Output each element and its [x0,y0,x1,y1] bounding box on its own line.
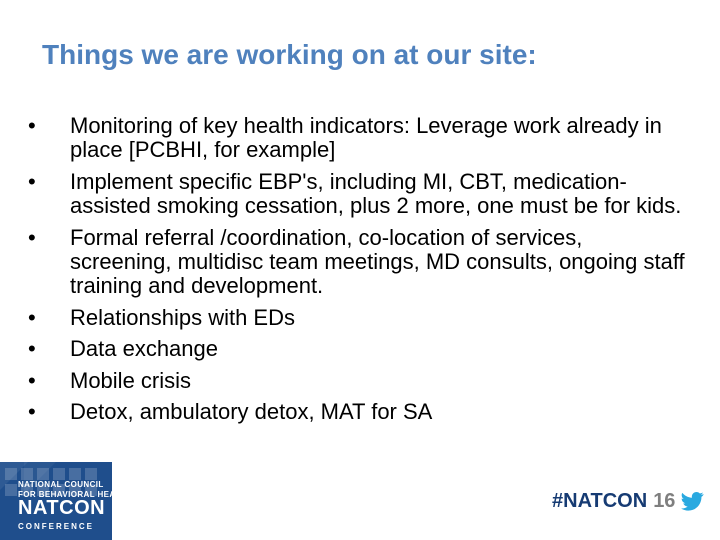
bullet-text-2: Implement specific EBP's, including MI, CBT, medication-assisted smoking cessation, plus 2 more, one must be for kids. [70,168,682,219]
bullet-dot: • [28,168,36,194]
bullet-text-1: Monitoring of key health indicators: Leverage work already in place [PCBHI, for example] [70,113,662,163]
bullet-text-4: Relationships with EDs [70,304,295,330]
twitter-bird-icon [681,492,704,511]
bullet-item-4 [28,306,688,330]
hashtag-main: #NATCON [552,490,648,512]
bullet-item-2 [28,170,688,219]
bullet-item-5 [28,337,688,361]
bullet-dot: • [28,367,36,393]
natcon-logo [0,462,132,540]
bullet-list [28,114,688,431]
footer [0,462,720,540]
bullet-item-3 [28,226,688,299]
bullet-text-5: Data exchange [70,336,218,362]
bullet-dot: • [28,399,36,425]
bullet-text-7: Detox, ambulatory detox, MAT for SA [70,399,433,425]
bullet-dot: • [28,113,36,138]
hashtag-year: 16 [653,490,676,512]
bullet-dot: • [28,304,36,330]
bullet-item-1 [28,114,688,163]
logo-line-1: NATIONAL COUNCIL [18,480,104,489]
hashtag-group [552,489,704,513]
bullet-dot: • [28,336,36,362]
bullet-item-6 [28,369,688,393]
bullet-item-7 [28,400,688,424]
bullet-dot: • [28,224,36,250]
bullet-text-6: Mobile crisis [70,367,192,393]
slide-title: Things we are working on at our site: [42,39,537,70]
logo-natcon: NATCON [18,497,106,519]
logo-line-2: FOR BEHAVIORAL HEALTH [18,490,132,499]
bullet-text-3: Formal referral /coordination, co-location of services, screening, multidisc team meetings, MD consults, ongoing staff training and development. [70,224,685,299]
logo-conference: CONFERENCE [18,522,95,531]
